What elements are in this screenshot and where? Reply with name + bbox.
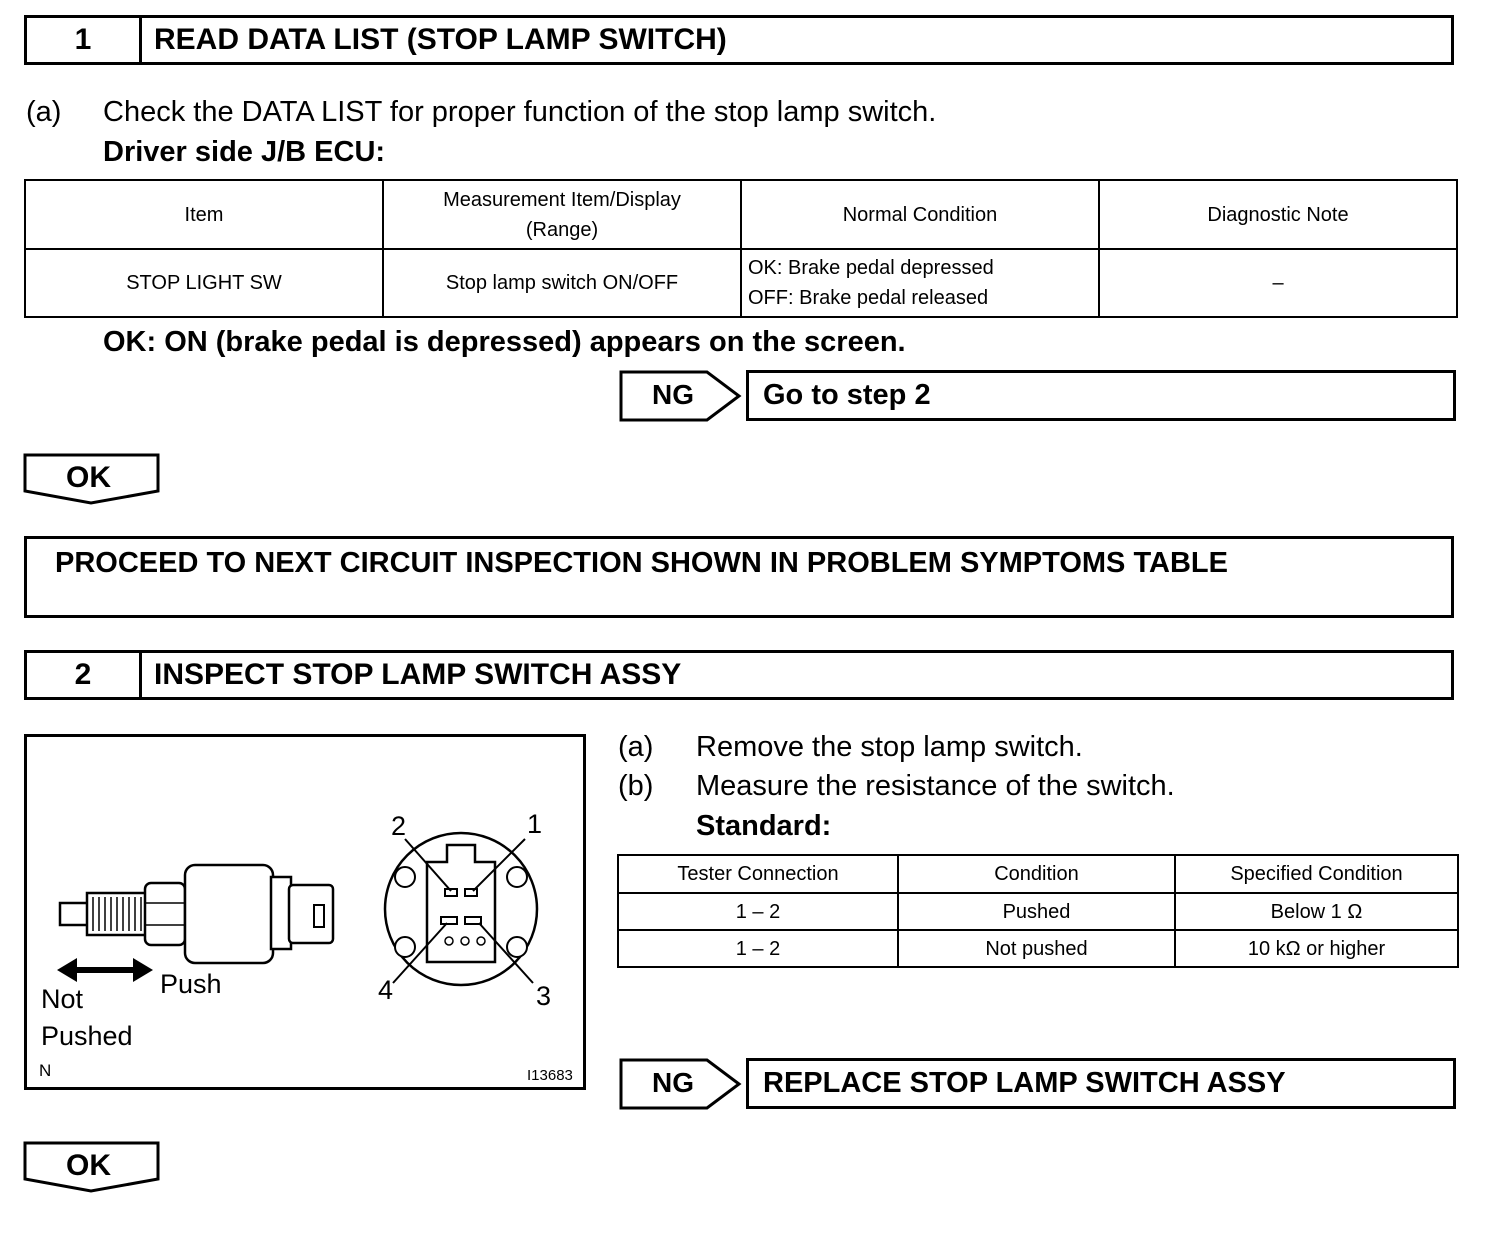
header-specified-condition: Specified Condition bbox=[1175, 855, 1458, 893]
cell-measurement: Stop lamp switch ON/OFF bbox=[383, 249, 741, 317]
normal-line2: OFF: Brake pedal released bbox=[748, 287, 989, 309]
pin-label-4: 4 bbox=[378, 975, 394, 1005]
header-item: Item bbox=[25, 180, 383, 249]
push-label: Push bbox=[160, 969, 222, 999]
double-arrow-icon bbox=[57, 958, 153, 982]
header-tester-connection: Tester Connection bbox=[618, 855, 898, 893]
lock-nut bbox=[145, 883, 185, 945]
not-pushed-label-line2: Pushed bbox=[41, 1021, 133, 1051]
step2-ok-label: OK bbox=[66, 1149, 111, 1182]
connector bbox=[289, 885, 333, 943]
header-measurement bbox=[383, 180, 741, 249]
figure-id: I13683 bbox=[527, 1067, 573, 1084]
normal-line1: OK: Brake pedal depressed bbox=[748, 257, 994, 279]
switch-diagram bbox=[24, 734, 586, 1090]
step1-ng-label: NG bbox=[652, 379, 694, 410]
cell-normal-condition bbox=[741, 249, 1099, 317]
pin-label-1: 1 bbox=[527, 809, 543, 839]
standard-label: Standard: bbox=[696, 810, 832, 842]
data-list-table bbox=[24, 179, 1458, 318]
cell-connection: 1 – 2 bbox=[618, 930, 898, 967]
table-row bbox=[25, 249, 1457, 317]
header-diagnostic-note: Diagnostic Note bbox=[1099, 180, 1457, 249]
pin-label-3: 3 bbox=[536, 981, 552, 1011]
step2-b-text: Measure the resistance of the switch. bbox=[696, 770, 1175, 802]
table-header-row bbox=[618, 855, 1458, 893]
table-row bbox=[618, 893, 1458, 930]
step1-subheading: Driver side J/B ECU: bbox=[103, 136, 386, 168]
step1-title: READ DATA LIST (STOP LAMP SWITCH) bbox=[154, 23, 727, 56]
step2-header bbox=[24, 650, 1454, 700]
step2-a-text: Remove the stop lamp switch. bbox=[696, 731, 1083, 763]
cell-specified: 10 kΩ or higher bbox=[1175, 930, 1458, 967]
header-normal-condition: Normal Condition bbox=[741, 180, 1099, 249]
step1-number: 1 bbox=[27, 18, 142, 62]
table-header-row bbox=[25, 180, 1457, 249]
not-pushed-label-line1: Not bbox=[41, 984, 84, 1014]
step1-a-text: Check the DATA LIST for proper function of the stop lamp switch. bbox=[103, 96, 937, 128]
step2-b-marker: (b) bbox=[618, 770, 654, 802]
step2-title: INSPECT STOP LAMP SWITCH ASSY bbox=[154, 658, 682, 691]
resistance-table bbox=[617, 854, 1459, 968]
step2-number: 2 bbox=[27, 653, 142, 697]
cell-item: STOP LIGHT SW bbox=[25, 249, 383, 317]
table-row bbox=[618, 930, 1458, 967]
header-condition: Condition bbox=[898, 855, 1175, 893]
header-measurement-line2: (Range) bbox=[525, 218, 599, 241]
step1-ok-statement: OK: ON (brake pedal is depressed) appears on the screen. bbox=[103, 326, 906, 358]
cell-condition: Pushed bbox=[898, 893, 1175, 930]
step1-ok-label: OK bbox=[66, 461, 111, 494]
pin-label-2: 2 bbox=[391, 811, 407, 841]
cell-condition: Not pushed bbox=[898, 930, 1175, 967]
step2-ng-label: NG bbox=[652, 1067, 694, 1098]
proceed-box: PROCEED TO NEXT CIRCUIT INSPECTION SHOWN IN PROBLEM SYMPTOMS TABLE bbox=[24, 536, 1454, 618]
step1-ng-result: Go to step 2 bbox=[746, 370, 1456, 421]
cell-connection: 1 – 2 bbox=[618, 893, 898, 930]
diagram-corner-mark: N bbox=[39, 1061, 52, 1080]
step2-a-marker: (a) bbox=[618, 731, 654, 763]
switch-body bbox=[185, 865, 273, 963]
header-measurement-line1: Measurement Item/Display bbox=[443, 188, 681, 211]
cell-diagnostic-note: – bbox=[1099, 249, 1457, 317]
step1-header bbox=[24, 15, 1454, 65]
cell-specified: Below 1 Ω bbox=[1175, 893, 1458, 930]
step1-a-marker: (a) bbox=[26, 96, 62, 128]
step2-ng-result: REPLACE STOP LAMP SWITCH ASSY bbox=[746, 1058, 1456, 1109]
plunger-tip bbox=[60, 903, 90, 925]
